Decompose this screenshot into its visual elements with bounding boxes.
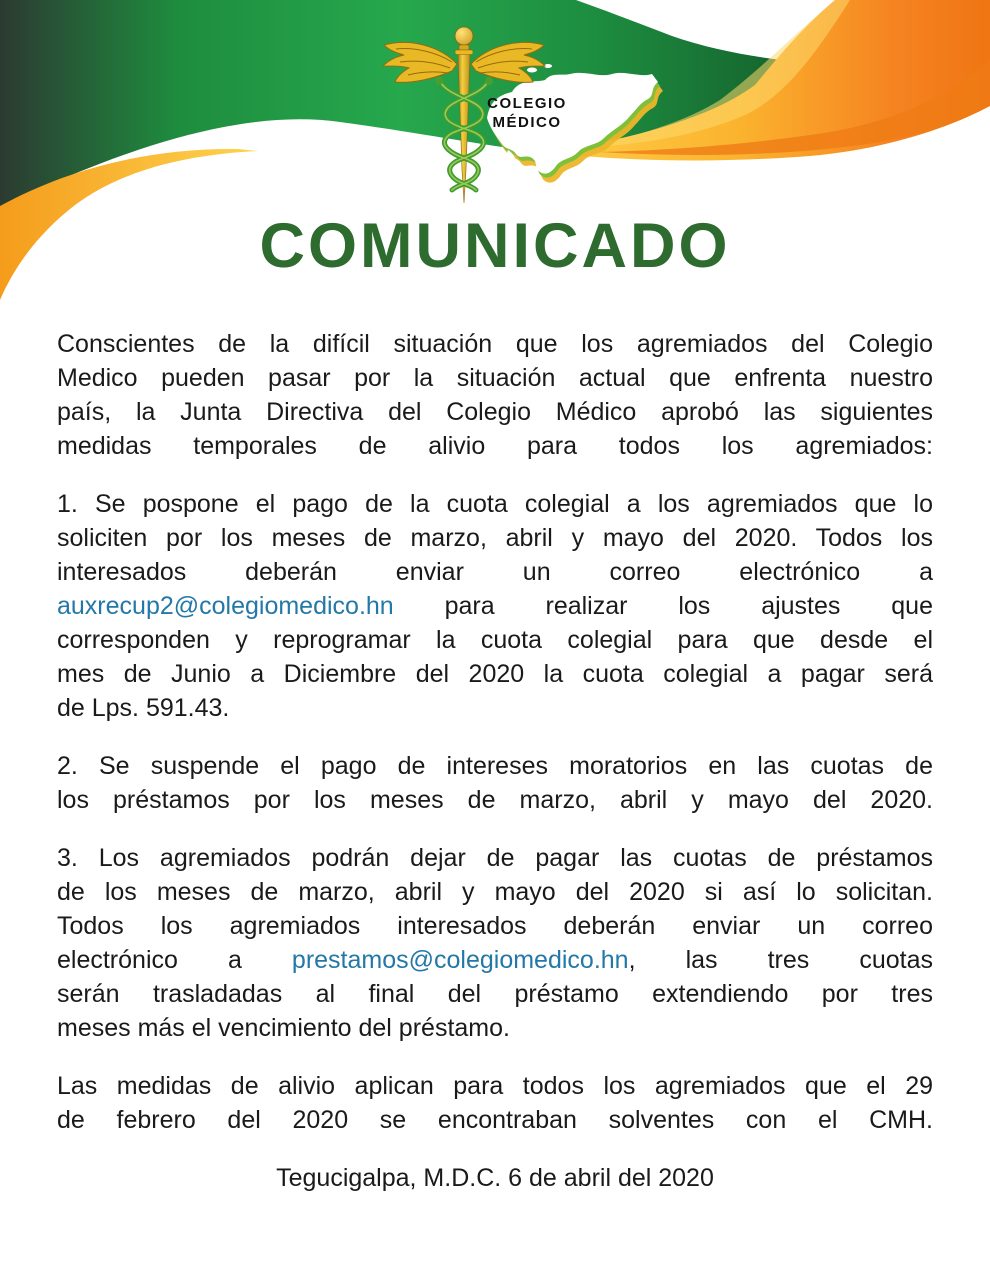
text-run: serán trasladadas al final del préstamo extendiendo por tres — [57, 980, 933, 1008]
paragraph — [57, 1069, 933, 1137]
paragraph — [57, 487, 933, 725]
dateline: Tegucigalpa, M.D.C. 6 de abril del 2020 — [276, 1164, 714, 1192]
header-banner-graphic — [0, 0, 990, 340]
text-run: interesados deberán enviar un correo electrónico a — [57, 558, 933, 586]
text-line — [57, 487, 933, 521]
text-run: para realizar los ajustes que — [393, 592, 933, 620]
text-line — [57, 395, 933, 429]
text-run: medidas temporales de alivio para todos los agremiados: — [57, 432, 933, 460]
text-line — [57, 429, 933, 463]
text-line — [57, 875, 933, 909]
text-run: Conscientes de la difícil situación que los agremiados del Colegio — [57, 330, 933, 358]
text-run: de febrero del 2020 se encontraban solventes con el CMH. — [57, 1106, 933, 1134]
paragraph — [57, 327, 933, 463]
email-link[interactable]: auxrecup2@colegiomedico.hn — [57, 592, 394, 620]
text-line — [57, 749, 933, 783]
text-run: electrónico a — [57, 946, 292, 974]
text-line — [57, 521, 933, 555]
text-run: de Lps. 591.43. — [57, 694, 230, 722]
text-run: meses más el vencimiento del préstamo. — [57, 1014, 510, 1042]
logo-wordmark — [484, 94, 570, 132]
text-line — [57, 783, 933, 817]
text-line — [57, 1011, 933, 1045]
text-line — [57, 909, 933, 943]
text-line — [57, 841, 933, 875]
logo-line-2: MÉDICO — [492, 114, 562, 131]
text-run: 2. Se suspende el pago de intereses moratorios en las cuotas de — [57, 752, 933, 780]
paragraph — [57, 841, 933, 1045]
page-title: COMUNICADO — [259, 211, 731, 281]
email-link[interactable]: prestamos@colegiomedico.hn — [291, 946, 629, 974]
text-run: 3. Los agremiados podrán dejar de pagar las cuotas de préstamos — [57, 844, 933, 872]
text-line — [57, 555, 933, 589]
text-line — [57, 943, 933, 977]
text-line — [57, 1069, 933, 1103]
text-line — [57, 1103, 933, 1137]
text-run: Medico pueden pasar por la situación actual que enfrenta nuestro — [57, 364, 933, 392]
logo-line-1: COLEGIO — [487, 95, 567, 112]
text-run: mes de Junio a Diciembre del 2020 la cuota colegial a pagar será — [57, 660, 933, 688]
body-paragraphs — [57, 327, 933, 1195]
text-run: soliciten por los meses de marzo, abril y mayo del 2020. Todos los — [57, 524, 933, 552]
text-run: corresponden y reprogramar la cuota colegial para que desde el — [57, 626, 933, 654]
text-line — [57, 691, 933, 725]
text-line — [57, 327, 933, 361]
text-line — [57, 589, 933, 623]
paragraph — [57, 749, 933, 817]
text-line — [57, 977, 933, 1011]
text-run: de los meses de marzo, abril y mayo del 2020 si así lo solicitan. — [57, 878, 933, 906]
text-run: , las tres cuotas — [628, 946, 933, 974]
text-line — [57, 623, 933, 657]
text-line — [57, 361, 933, 395]
text-run: país, la Junta Directiva del Colegio Médico aprobó las siguientes — [57, 398, 933, 426]
text-run: Las medidas de alivio aplican para todos los agremiados que el 29 — [57, 1072, 933, 1100]
text-run: 1. Se pospone el pago de la cuota colegial a los agremiados que lo — [57, 490, 933, 518]
text-run: Todos los agremiados interesados deberán enviar un correo — [57, 912, 933, 940]
text-run: los préstamos por los meses de marzo, abril y mayo del 2020. — [57, 786, 933, 814]
text-line — [57, 657, 933, 691]
